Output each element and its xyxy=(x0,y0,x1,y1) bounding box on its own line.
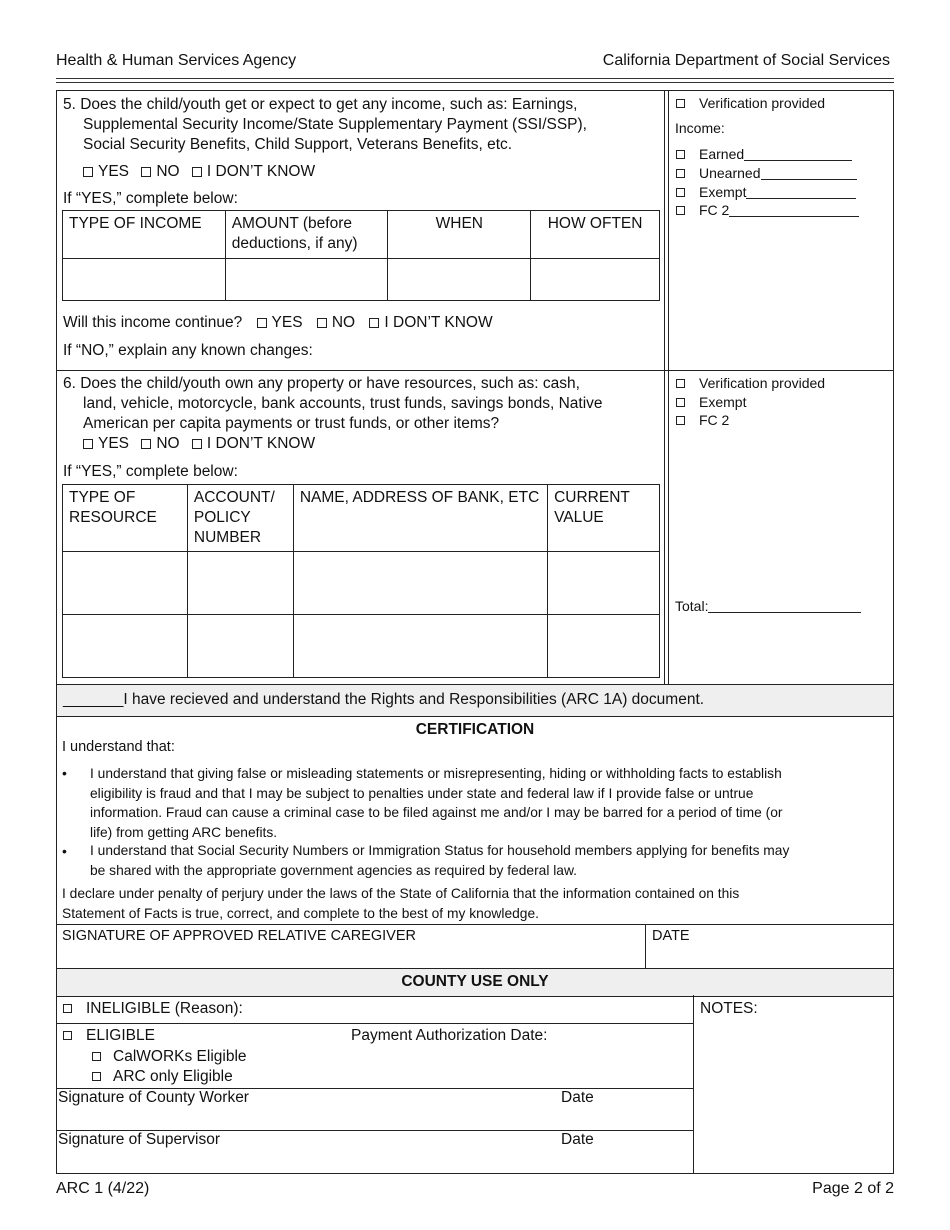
q6-verification-item[interactable] xyxy=(676,374,825,393)
certification-declaration xyxy=(62,884,739,923)
fc2-line[interactable] xyxy=(729,203,859,217)
bullet1-line4: life) from getting ARC benefits. xyxy=(90,824,278,840)
income-table xyxy=(62,210,660,301)
col-account-number: ACCOUNT/ POLICY NUMBER xyxy=(187,485,293,552)
q5-q6-divider xyxy=(56,370,894,371)
page-number: Page 2 of 2 xyxy=(812,1180,894,1197)
checkbox-icon[interactable] xyxy=(92,1052,101,1061)
certification-understand: I understand that: xyxy=(62,739,175,755)
form-number: ARC 1 (4/22) xyxy=(56,1180,150,1197)
exempt-line[interactable] xyxy=(746,185,856,199)
q5-dontknow-label: I DON’T KNOW xyxy=(206,163,316,180)
q6-question-line2: land, vehicle, motorcycle, bank accounts, trust funds, savings bonds, Native xyxy=(83,395,603,412)
resource-value-cell[interactable] xyxy=(548,552,660,615)
resource-account-cell[interactable] xyxy=(187,552,293,615)
continue-dontknow-option[interactable] xyxy=(369,314,492,331)
checkbox-icon[interactable] xyxy=(257,318,267,328)
q5-if-no: If “NO,” explain any known changes: xyxy=(63,342,313,359)
checkbox-icon[interactable] xyxy=(676,150,685,159)
agency-name: Health & Human Services Agency xyxy=(56,52,297,69)
signature-date-divider xyxy=(645,924,646,968)
notes-divider xyxy=(693,995,694,1173)
income-how-often-cell[interactable] xyxy=(531,259,660,301)
resource-account-cell[interactable] xyxy=(187,615,293,678)
total-label: Total: xyxy=(675,598,709,614)
bullet-icon: • xyxy=(62,765,67,781)
eligible-item[interactable] xyxy=(63,1026,155,1046)
col-type-of-resource: TYPE OF RESOURCE xyxy=(63,485,188,552)
q5-verification-label: Verification provided xyxy=(699,95,826,111)
resource-type-cell[interactable] xyxy=(63,615,188,678)
ineligible-item[interactable] xyxy=(63,999,243,1019)
checkbox-icon[interactable] xyxy=(192,439,202,449)
checkbox-icon[interactable] xyxy=(676,379,685,388)
unearned-line[interactable] xyxy=(761,166,857,180)
continue-dontknow-label: I DON’T KNOW xyxy=(384,314,493,331)
q5-continue-row xyxy=(63,313,493,333)
bullet-icon: • xyxy=(62,843,67,859)
certification-title: CERTIFICATION xyxy=(415,721,535,738)
income-type-cell[interactable] xyxy=(63,259,226,301)
col-type-of-income: TYPE OF INCOME xyxy=(63,211,226,259)
continue-yes-option[interactable] xyxy=(257,314,303,331)
side-divider-1 xyxy=(664,90,665,684)
caregiver-signature-field[interactable]: SIGNATURE OF APPROVED RELATIVE CAREGIVER xyxy=(62,928,416,944)
q6-yes-option[interactable] xyxy=(83,435,129,452)
q6-question-line3: American per capita payments or trust funds, or other items? xyxy=(83,415,500,432)
q5-answer-options xyxy=(83,162,315,182)
ineligible-label: INELIGIBLE (Reason): xyxy=(86,1000,243,1017)
fc2-label: FC 2 xyxy=(699,202,730,218)
resource-table xyxy=(62,484,660,678)
department-name: California Department of Social Services xyxy=(602,52,890,69)
eligible-label: ELIGIBLE xyxy=(86,1027,155,1044)
col-amount: AMOUNT (before deductions, if any) xyxy=(225,211,388,259)
county-worker-signature[interactable]: Signature of County Worker xyxy=(58,1089,249,1106)
earned-line[interactable] xyxy=(744,147,852,161)
total-line[interactable] xyxy=(708,599,861,613)
q6-exempt-label: Exempt xyxy=(699,394,747,410)
certification-bullet2 xyxy=(90,841,789,880)
bullet1-line1: I understand that giving false or misleading statements or misrepresenting, hiding or withholding facts to establish xyxy=(90,766,782,781)
q6-answer-options xyxy=(83,434,315,454)
resource-bank-cell[interactable] xyxy=(293,552,547,615)
arc-only-item[interactable] xyxy=(92,1067,233,1087)
resource-table-row xyxy=(63,552,660,615)
county-title: COUNTY USE ONLY xyxy=(401,973,549,990)
unearned-label: Unearned xyxy=(699,165,761,181)
checkbox-icon[interactable] xyxy=(317,318,327,328)
resource-table-header xyxy=(63,485,660,552)
certification-bullet1 xyxy=(90,764,783,842)
checkbox-icon[interactable] xyxy=(63,1004,72,1013)
supervisor-signature[interactable]: Signature of Supervisor xyxy=(58,1131,220,1148)
q5-verification-item[interactable] xyxy=(676,94,825,113)
resource-table-row xyxy=(63,615,660,678)
rights-text: I have recieved and understand the Rights and Responsibilities (ARC 1A) document. xyxy=(123,691,705,708)
q5-dontknow-option[interactable] xyxy=(192,163,315,180)
checkbox-icon[interactable] xyxy=(141,167,151,177)
col-current-value: CURRENT VALUE xyxy=(548,485,660,552)
checkbox-icon[interactable] xyxy=(676,398,685,407)
exempt-label: Exempt xyxy=(699,184,747,200)
col-bank-name-address: NAME, ADDRESS OF BANK, ETC xyxy=(293,485,547,552)
q6-exempt-item[interactable] xyxy=(676,393,746,412)
checkbox-icon[interactable] xyxy=(676,206,685,215)
resource-bank-cell[interactable] xyxy=(293,615,547,678)
q6-verification-label: Verification provided xyxy=(699,375,826,391)
county-worker-date[interactable]: Date xyxy=(561,1089,594,1106)
fc2-item[interactable] xyxy=(676,201,859,220)
checkbox-icon[interactable] xyxy=(63,1031,72,1040)
checkbox-icon[interactable] xyxy=(92,1072,101,1081)
q5-question-line1: 5. Does the child/youth get or expect to get any income, such as: Earnings, xyxy=(63,96,578,113)
bullet2-line2: be shared with the appropriate government agencies as required by federal law. xyxy=(90,862,578,878)
checkbox-icon[interactable] xyxy=(676,416,685,425)
notes-field[interactable]: NOTES: xyxy=(700,1000,758,1017)
exempt-item[interactable] xyxy=(676,183,856,202)
side-divider-2 xyxy=(668,90,669,684)
q6-if-yes: If “YES,” complete below: xyxy=(63,463,238,480)
q5-yes-option[interactable] xyxy=(83,163,129,180)
q5-yes-label: YES xyxy=(98,163,130,180)
q5-question-line2: Supplemental Security Income/State Supplementary Payment (SSI/SSP), xyxy=(83,116,587,133)
checkbox-icon[interactable] xyxy=(141,439,151,449)
income-table-header xyxy=(63,211,660,259)
header-rule-bottom xyxy=(56,82,894,83)
q6-dontknow-label: I DON’T KNOW xyxy=(206,435,316,452)
resource-type-cell[interactable] xyxy=(63,552,188,615)
income-label: Income: xyxy=(675,120,725,136)
q5-no-label: NO xyxy=(156,163,180,180)
rights-acknowledgement[interactable] xyxy=(63,690,704,710)
q5-question-line3: Social Security Benefits, Child Support, Veterans Benefits, etc. xyxy=(83,136,513,153)
ineligible-divider xyxy=(56,1023,694,1024)
earned-item[interactable] xyxy=(676,145,852,164)
q5-if-yes: If “YES,” complete below: xyxy=(63,190,238,207)
q6-fc2-item[interactable] xyxy=(676,411,729,430)
q5-no-option[interactable] xyxy=(141,163,179,180)
total-item[interactable] xyxy=(675,597,861,616)
payment-authorization-date[interactable]: Payment Authorization Date: xyxy=(351,1027,548,1044)
checkbox-icon[interactable] xyxy=(83,439,93,449)
rights-initial-line[interactable]: _______ xyxy=(63,691,124,708)
continue-no-option[interactable] xyxy=(317,314,355,331)
q6-dontknow-option[interactable] xyxy=(192,435,315,452)
checkbox-icon[interactable] xyxy=(676,188,685,197)
bullet2-line1: I understand that Social Security Numbers or Immigration Status for household members applying for benefits may xyxy=(90,843,790,858)
continue-no-label: NO xyxy=(331,314,356,331)
q6-question-line1: 6. Does the child/youth own any property or have resources, such as: cash, xyxy=(63,375,580,392)
arc-only-label: ARC only Eligible xyxy=(113,1068,233,1085)
q6-no-label: NO xyxy=(156,435,180,452)
calworks-item[interactable] xyxy=(92,1047,247,1067)
declaration-line2: Statement of Facts is true, correct, and complete to the best of my knowledge. xyxy=(62,905,539,921)
col-when: WHEN xyxy=(388,211,531,259)
checkbox-icon[interactable] xyxy=(369,318,379,328)
q5-continue-question: Will this income continue? xyxy=(63,314,243,331)
checkbox-icon[interactable] xyxy=(676,169,685,178)
income-amount-cell[interactable] xyxy=(225,259,388,301)
checkbox-icon[interactable] xyxy=(192,167,202,177)
unearned-item[interactable] xyxy=(676,164,857,183)
earned-label: Earned xyxy=(699,146,745,162)
checkbox-icon[interactable] xyxy=(83,167,93,177)
declaration-line1: I declare under penalty of perjury under the laws of the State of California that the information contained on this xyxy=(62,886,740,901)
header-rule-top xyxy=(56,78,894,79)
q6-fc2-label: FC 2 xyxy=(699,412,730,428)
income-table-row xyxy=(63,259,660,301)
continue-yes-label: YES xyxy=(271,314,303,331)
q6-no-option[interactable] xyxy=(141,435,179,452)
bullet1-line3: information. Fraud can cause a criminal case to be filed against me and/or I may be barred for a period of time (or xyxy=(90,805,783,820)
resource-value-cell[interactable] xyxy=(548,615,660,678)
checkbox-icon[interactable] xyxy=(676,99,685,108)
income-when-cell[interactable] xyxy=(388,259,531,301)
q6-yes-label: YES xyxy=(98,435,130,452)
calworks-label: CalWORKs Eligible xyxy=(113,1048,247,1065)
supervisor-date[interactable]: Date xyxy=(561,1131,594,1148)
col-how-often: HOW OFTEN xyxy=(531,211,660,259)
bullet1-line2: eligibility is fraud and that I may be subject to penalties under state and federal law if I provide false or untrue xyxy=(90,785,754,801)
caregiver-date-field[interactable]: DATE xyxy=(652,928,690,944)
